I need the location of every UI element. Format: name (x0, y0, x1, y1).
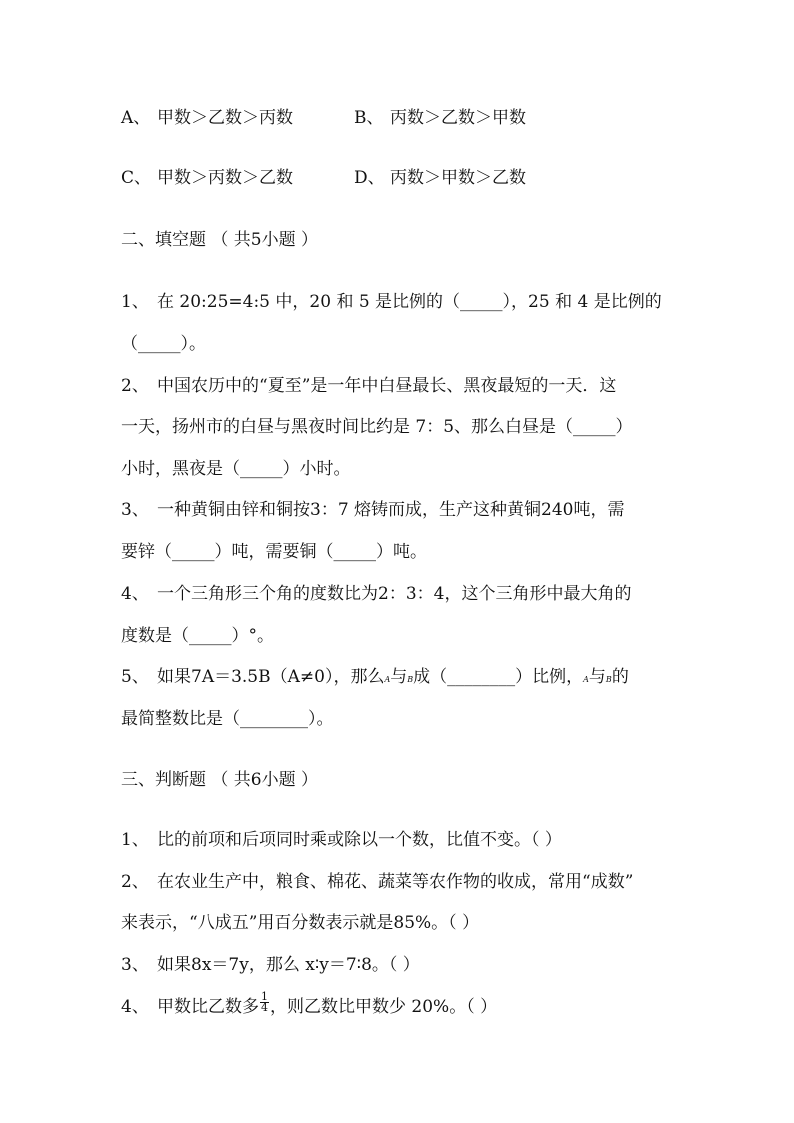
s2-q5-text-e: 的 (611, 667, 629, 687)
s2-q5-text-b: 与 (390, 667, 408, 687)
s2-q4-line2: 度数是（_____）°。 (121, 626, 274, 646)
s2-q5-var-b-2: B (605, 675, 612, 684)
s3-q1-line1 (121, 829, 562, 851)
s2-q3-text-1: 一种黄铜由锌和铜按3：7 熔铸而成，生产这种黄铜240吨，需 (157, 500, 625, 520)
s2-q1-line1 (121, 291, 662, 313)
option-c-text: 甲数＞丙数＞乙数 (157, 168, 293, 188)
s2-q5-line2: 最简整数比是（________）。 (121, 709, 334, 729)
s2-q5-number: 5、 (121, 667, 149, 687)
s2-q1-number: 1、 (121, 292, 149, 312)
s2-q4-number: 4、 (121, 584, 149, 604)
s3-q4-text-a: 甲数比乙数多 (157, 997, 259, 1017)
s3-q3-number: 3、 (121, 955, 149, 975)
option-a[interactable] (121, 107, 293, 129)
s2-q4-line1 (121, 583, 631, 605)
option-a-text: 甲数＞乙数＞丙数 (157, 108, 293, 128)
s2-q2-line2: 一天，扬州市的白昼与黑夜时间比约是 7：5、那么白昼是（_____） (121, 417, 633, 437)
s2-q2-text-1: 中国农历中的“夏至”是一年中白昼最长、黑夜最短的一天．这 (157, 376, 617, 396)
s2-q3-number: 3、 (121, 500, 149, 520)
s2-q1-line2: （_____）。 (121, 334, 206, 354)
section3-heading: 三、判断题 （ 共6小题 ） (121, 770, 319, 790)
option-b-letter: B、 (354, 108, 384, 128)
option-a-letter: A、 (121, 108, 151, 128)
s3-q3-text-1: 如果8x＝7y，那么 x∶y＝7∶8。（ ） (157, 955, 420, 975)
option-b-text: 丙数＞乙数＞甲数 (390, 108, 526, 128)
option-c-letter: C、 (121, 168, 152, 188)
s2-q5-var-b: B (407, 675, 414, 684)
s3-q4-text-b: ，则乙数比甲数少 20%。（ ） (270, 997, 498, 1017)
s2-q4-text-1: 一个三角形三个角的度数比为2：3：4，这个三角形中最大角的 (157, 584, 632, 604)
fraction-numerator: 1 (261, 990, 268, 1003)
s3-q3-line1 (121, 954, 420, 976)
s2-q2-number: 2、 (121, 376, 149, 396)
option-d-text: 丙数＞甲数＞乙数 (390, 168, 526, 188)
option-b[interactable] (354, 107, 526, 129)
option-d-letter: D、 (354, 168, 385, 188)
fraction (260, 992, 269, 1013)
s2-q5-text-c: 成（________）比例， (413, 667, 584, 687)
s2-q5-line1 (121, 666, 629, 691)
s2-q3-line1 (121, 499, 624, 521)
s3-q2-number: 2、 (121, 872, 149, 892)
s3-q4-line1 (121, 990, 498, 1018)
s2-q5-var-a: A (384, 675, 391, 684)
option-d[interactable] (354, 167, 526, 189)
s2-q1-text-1: 在 20:25=4:5 中，20 和 5 是比例的（_____），25 和 4 是比例的 (157, 292, 662, 312)
s3-q1-number: 1、 (121, 830, 149, 850)
s3-q1-text-1: 比的前项和后项同时乘或除以一个数，比值不变。（ ） (157, 830, 562, 850)
s3-q2-text-1: 在农业生产中，粮食、棉花、蔬菜等农作物的收成，常用“成数” (157, 872, 634, 892)
s3-q4-number: 4、 (121, 997, 149, 1017)
s2-q5-var-a-2: A (583, 675, 589, 684)
option-row-1 (121, 107, 526, 129)
section2-heading: 二、填空题 （ 共5小题 ） (121, 230, 319, 250)
s3-q2-line2: 来表示，“八成五”用百分数表示就是85%。（ ） (121, 913, 480, 933)
s2-q2-line3: 小时，黑夜是（_____）小时。 (121, 459, 351, 479)
s3-q2-line1 (121, 871, 633, 893)
s2-q5-text-a: 如果7A＝3.5B（A≠0），那么 (157, 667, 385, 687)
s2-q5-text-d: 与 (588, 667, 606, 687)
option-c[interactable] (121, 167, 293, 189)
option-row-2 (121, 167, 526, 189)
s2-q2-line1 (121, 375, 616, 397)
fraction-denominator: 4 (261, 1001, 268, 1014)
s2-q3-line2: 要锌（_____）吨，需要铜（_____）吨。 (121, 542, 427, 562)
